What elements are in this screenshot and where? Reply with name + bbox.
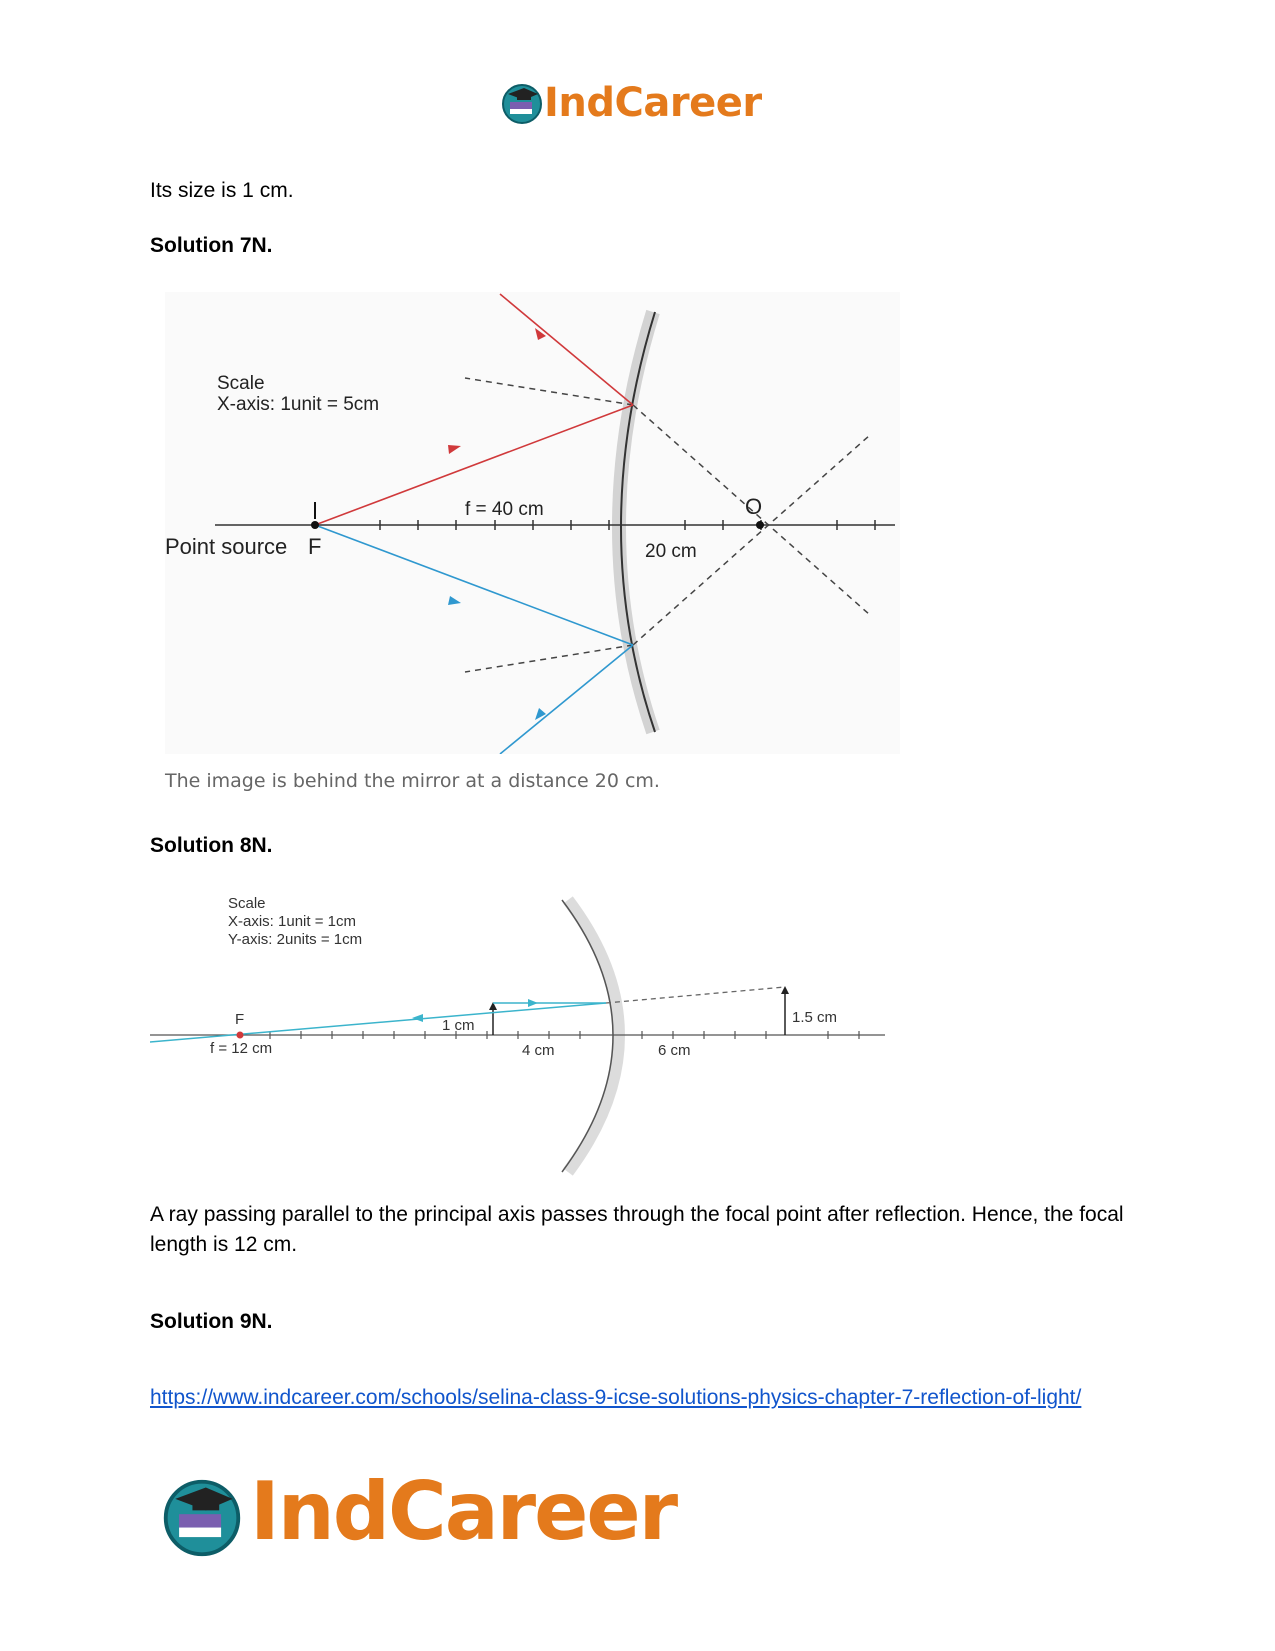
- scale-x-8: X-axis: 1unit = 1cm: [228, 913, 356, 930]
- intro-text: Its size is 1 cm.: [150, 179, 294, 202]
- dashed-extension-8: [606, 987, 785, 1003]
- arrow-parallel-8: [528, 999, 538, 1007]
- convex-mirror-8: [562, 900, 613, 1172]
- scale-title-7: Scale: [217, 373, 265, 394]
- reflected-ray-8: [150, 1003, 606, 1042]
- label-4cm: 4 cm: [522, 1042, 555, 1059]
- label-1cm: 1 cm: [442, 1017, 475, 1034]
- footer-logo-text: IndCareer: [250, 1465, 677, 1558]
- source-url-link[interactable]: https://www.indcareer.com/schools/selina-class-9-icse-solutions-physics-chapter-7-reflection-of-light/: [150, 1386, 1082, 1409]
- label-1-5cm: 1.5 cm: [792, 1009, 838, 1026]
- footer-link-container: [150, 1380, 1130, 1416]
- point-O: [756, 521, 764, 529]
- label-focal-8: f = 12 cm: [210, 1040, 273, 1057]
- label-6cm: 6 cm: [658, 1042, 691, 1059]
- scale-title-8: Scale: [228, 895, 266, 912]
- solution-7-caption: The image is behind the mirror at a distance 20 cm.: [165, 770, 660, 792]
- convex-mirror-shade-8: [568, 900, 619, 1172]
- image-arrowhead-8: [781, 986, 789, 994]
- solution-9-heading: Solution 9N.: [150, 1310, 273, 1333]
- label-F-7: F: [308, 534, 322, 559]
- scale-y-8: Y-axis: 2units = 1cm: [228, 931, 363, 948]
- scale-x-7: X-axis: 1unit = 5cm: [217, 394, 380, 415]
- label-point-source: Point source: [165, 534, 288, 559]
- solution-8-heading: Solution 8N.: [150, 834, 273, 857]
- header-logo-text: IndCareer: [544, 80, 762, 126]
- solution-7-heading: Solution 7N.: [150, 234, 273, 257]
- solution-8-explanation: A ray passing parallel to the principal axis passes through the focal point after reflection. Hence, the focal length is 12 cm.: [150, 1203, 1124, 1256]
- arrow-reflected-8: [412, 1014, 423, 1022]
- solution-7-ray-diagram: [165, 292, 900, 754]
- point-F-8: [237, 1032, 244, 1039]
- label-distance-20: 20 cm: [645, 541, 697, 562]
- solution-8-ray-diagram: [150, 890, 890, 1180]
- label-F-8: F: [235, 1011, 245, 1028]
- header-logo: [500, 78, 780, 130]
- label-O: O: [745, 494, 763, 519]
- point-F-7: [311, 521, 319, 529]
- footer-logo-globe-icon: [160, 1476, 244, 1560]
- logo-globe-icon: [500, 82, 544, 126]
- footer-logo: [160, 1465, 720, 1568]
- label-focal-7: f = 40 cm: [465, 499, 544, 520]
